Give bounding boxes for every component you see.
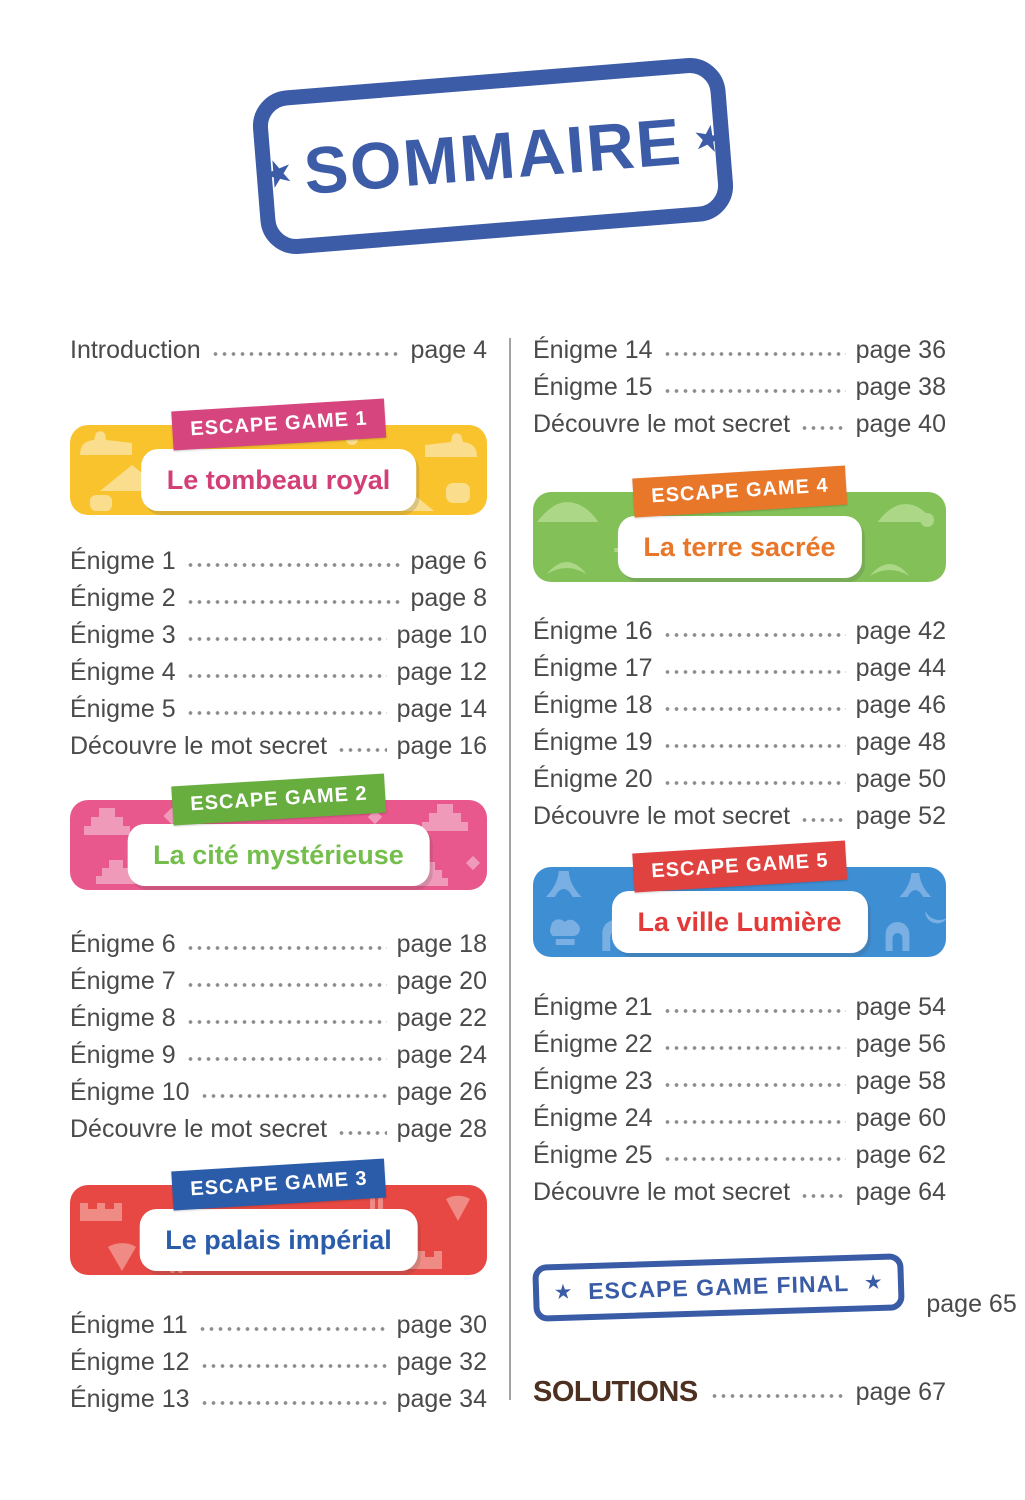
toc-entry-page: page 40 [855, 410, 946, 438]
toc-entry-page: page 24 [396, 1041, 487, 1069]
escape-game-4-title: La terre sacrée [643, 531, 836, 562]
toc-entry-label: Énigme 7 [70, 967, 176, 995]
toc-entry [70, 689, 487, 726]
escape-game-3-title-box [139, 1209, 418, 1271]
toc-entry [533, 330, 946, 367]
toc-entry-page: page 12 [396, 658, 487, 686]
toc-entry-page: page 67 [855, 1378, 946, 1406]
toc-entry-page: page 26 [396, 1078, 487, 1106]
escape-game-1-tag-label: ESCAPE GAME 1 [189, 407, 368, 441]
toc-entry [70, 961, 487, 998]
dotted-leader [800, 1193, 846, 1199]
toc-entry-page: page 18 [396, 930, 487, 958]
dotted-leader [800, 817, 846, 823]
dotted-leader [663, 1156, 846, 1162]
toc-entry [533, 367, 946, 404]
escape-game-5-tag-label: ESCAPE GAME 5 [650, 849, 829, 883]
toc-column-right [533, 330, 1017, 1409]
dotted-leader [186, 1019, 387, 1025]
escape-game-1-title: Le tombeau royal [166, 464, 391, 495]
toc-entry-label: Découvre le mot secret [533, 1178, 791, 1206]
toc-entry-page: page 28 [396, 1115, 487, 1143]
dotted-leader [663, 351, 846, 357]
dotted-leader [337, 747, 387, 753]
toc-entry-page: page 65 [926, 1290, 1017, 1318]
toc-entry [533, 611, 946, 648]
dotted-leader [186, 945, 387, 951]
toc-entry [70, 615, 487, 652]
dotted-leader [186, 1056, 387, 1062]
toc-entry-label: Énigme 3 [70, 621, 176, 649]
toc-entry [70, 1035, 487, 1072]
toc-entry-label: Énigme 15 [533, 373, 653, 401]
toc-entry [70, 330, 487, 367]
toc-entry-page: page 46 [855, 691, 946, 719]
toc-entry-label: Découvre le mot secret [70, 1115, 328, 1143]
toc-entry-page: page 64 [855, 1178, 946, 1206]
dotted-leader [337, 1130, 387, 1136]
escape-game-3-banner [70, 1167, 487, 1275]
escape-game-4-title-box [617, 516, 861, 578]
sommaire-stamp [250, 55, 736, 256]
escape-game-1-banner [70, 407, 487, 515]
escape-game-final-label: ESCAPE GAME FINAL [587, 1269, 850, 1304]
toc-entry-label: Découvre le mot secret [533, 410, 791, 438]
toc-entry-page: page 50 [855, 765, 946, 793]
toc-entry-label: Énigme 6 [70, 930, 176, 958]
toc-entry-label: Énigme 17 [533, 654, 653, 682]
toc-entry [533, 1135, 946, 1172]
dotted-leader [663, 1082, 846, 1088]
escape-game-5-entries [533, 987, 946, 1209]
toc-entry-label: Énigme 21 [533, 993, 653, 1021]
dotted-leader [186, 599, 401, 605]
toc-entry-page: page 30 [396, 1311, 487, 1339]
toc-entry-label: Énigme 11 [70, 1311, 188, 1339]
escape-game-3-entries-right [533, 330, 946, 441]
dotted-leader [186, 673, 387, 679]
toc-entry [533, 648, 946, 685]
escape-game-2-tag-label: ESCAPE GAME 2 [189, 782, 368, 816]
toc-entry-label: Énigme 18 [533, 691, 653, 719]
star-icon: ★ [688, 115, 728, 162]
toc-entry-page: page 60 [855, 1104, 946, 1132]
dotted-leader [211, 351, 401, 357]
dotted-leader [663, 1008, 846, 1014]
toc-entry [70, 726, 487, 763]
toc-column-left [70, 330, 487, 1416]
toc-entry-label: Énigme 19 [533, 728, 653, 756]
escape-game-final-row [533, 1255, 1017, 1319]
toc-entry-page: page 16 [396, 732, 487, 760]
toc-entry [70, 998, 487, 1035]
escape-game-5-title-box [611, 891, 867, 953]
toc-entry-label: Énigme 13 [70, 1385, 190, 1413]
star-icon: ★ [864, 1271, 883, 1292]
toc-columns [70, 330, 1017, 1416]
solutions-row [533, 1367, 946, 1409]
solutions-label: SOLUTIONS [533, 1376, 698, 1408]
toc-entry-label: Énigme 4 [70, 658, 176, 686]
toc-entry-label: Énigme 23 [533, 1067, 653, 1095]
toc-entry-label: Énigme 5 [70, 695, 176, 723]
toc-entry [533, 685, 946, 722]
dotted-leader [663, 388, 846, 394]
dotted-leader [663, 1119, 846, 1125]
escape-game-1-title-box [141, 449, 417, 511]
toc-entry-page: page 34 [396, 1385, 487, 1413]
escape-game-5-title: La ville Lumière [637, 906, 842, 937]
toc-entry [70, 541, 487, 578]
toc-entry-label: Énigme 14 [533, 336, 653, 364]
toc-entry-page: page 42 [855, 617, 946, 645]
escape-game-3-title: Le palais impérial [165, 1224, 392, 1255]
toc-entry-label: Découvre le mot secret [70, 732, 328, 760]
toc-entry-page: page 20 [396, 967, 487, 995]
escape-game-4-entries [533, 611, 946, 833]
toc-entry-label: Énigme 12 [70, 1348, 190, 1376]
dotted-leader [200, 1363, 387, 1369]
dotted-leader [186, 710, 387, 716]
toc-entry [533, 404, 946, 441]
escape-game-3-entries-left [70, 1305, 487, 1416]
dotted-leader [663, 1045, 846, 1051]
escape-game-2-title-box [127, 824, 430, 886]
toc-entry-page: page 54 [855, 993, 946, 1021]
escape-game-2-entries [70, 924, 487, 1146]
dotted-leader [186, 636, 387, 642]
toc-entry-page: page 52 [855, 802, 946, 830]
toc-entry-page: page 44 [855, 654, 946, 682]
toc-entry-page: page 4 [410, 336, 487, 364]
dotted-leader [200, 1400, 387, 1406]
toc-entry [533, 987, 946, 1024]
toc-entry-label: Découvre le mot secret [533, 802, 791, 830]
toc-entry-label: Énigme 10 [70, 1078, 190, 1106]
toc-entry-page: page 14 [396, 695, 487, 723]
toc-entry-page: page 8 [410, 584, 487, 612]
toc-entry [533, 722, 946, 759]
toc-entry-label: Énigme 9 [70, 1041, 176, 1069]
toc-entry-label: Énigme 2 [70, 584, 176, 612]
escape-game-4-banner [533, 474, 946, 582]
toc-entry-page: page 10 [396, 621, 487, 649]
dotted-leader [198, 1326, 387, 1332]
toc-entry [533, 796, 946, 833]
dotted-leader [200, 1093, 387, 1099]
toc-entry [533, 1098, 946, 1135]
toc-entry-page: page 48 [855, 728, 946, 756]
dotted-leader [800, 425, 846, 431]
dotted-leader [663, 706, 846, 712]
escape-game-1-entries [70, 541, 487, 763]
toc-entry-label: Énigme 25 [533, 1141, 653, 1169]
column-divider [509, 338, 511, 1400]
toc-entry [70, 1109, 487, 1146]
toc-entry-page: page 6 [410, 547, 487, 575]
toc-entry [70, 578, 487, 615]
toc-entry-label: Énigme 22 [533, 1030, 653, 1058]
dotted-leader [663, 743, 846, 749]
toc-entry [70, 1342, 487, 1379]
escape-game-2-title: La cité mystérieuse [153, 839, 404, 870]
toc-entry-label: Énigme 1 [70, 547, 176, 575]
toc-entry [533, 1061, 946, 1098]
dotted-leader [186, 982, 387, 988]
dotted-leader [663, 780, 846, 786]
dotted-leader [710, 1393, 846, 1399]
toc-entry [70, 924, 487, 961]
escape-game-4-tag-label: ESCAPE GAME 4 [650, 474, 829, 508]
toc-entry-label: Énigme 24 [533, 1104, 653, 1132]
toc-entry [70, 652, 487, 689]
page-title: SOMMAIRE [301, 103, 685, 209]
toc-entry [70, 1379, 487, 1416]
toc-entry-page: page 36 [855, 336, 946, 364]
toc-entry [70, 1072, 487, 1109]
dotted-leader [663, 669, 846, 675]
toc-entry-page: page 58 [855, 1067, 946, 1095]
escape-game-final-stamp [532, 1253, 905, 1322]
toc-entry-page: page 56 [855, 1030, 946, 1058]
star-icon: ★ [255, 147, 301, 198]
escape-game-3-tag-label: ESCAPE GAME 3 [189, 1167, 368, 1201]
toc-entry-label: Énigme 16 [533, 617, 653, 645]
dotted-leader [186, 562, 401, 568]
dotted-leader [663, 632, 846, 638]
toc-entry-page: page 62 [855, 1141, 946, 1169]
toc-entry [533, 1172, 946, 1209]
toc-entry-page: page 38 [855, 373, 946, 401]
toc-entry-page: page 22 [396, 1004, 487, 1032]
toc-entry [70, 1305, 487, 1342]
toc-entry [533, 759, 946, 796]
toc-entry-label: Énigme 8 [70, 1004, 176, 1032]
escape-game-2-banner [70, 782, 487, 890]
toc-entry-label: Introduction [70, 336, 201, 364]
escape-game-5-banner [533, 849, 946, 957]
toc-entry-page: page 32 [396, 1348, 487, 1376]
star-icon: ★ [554, 1281, 573, 1302]
toc-entry [533, 1024, 946, 1061]
toc-entry-label: Énigme 20 [533, 765, 653, 793]
